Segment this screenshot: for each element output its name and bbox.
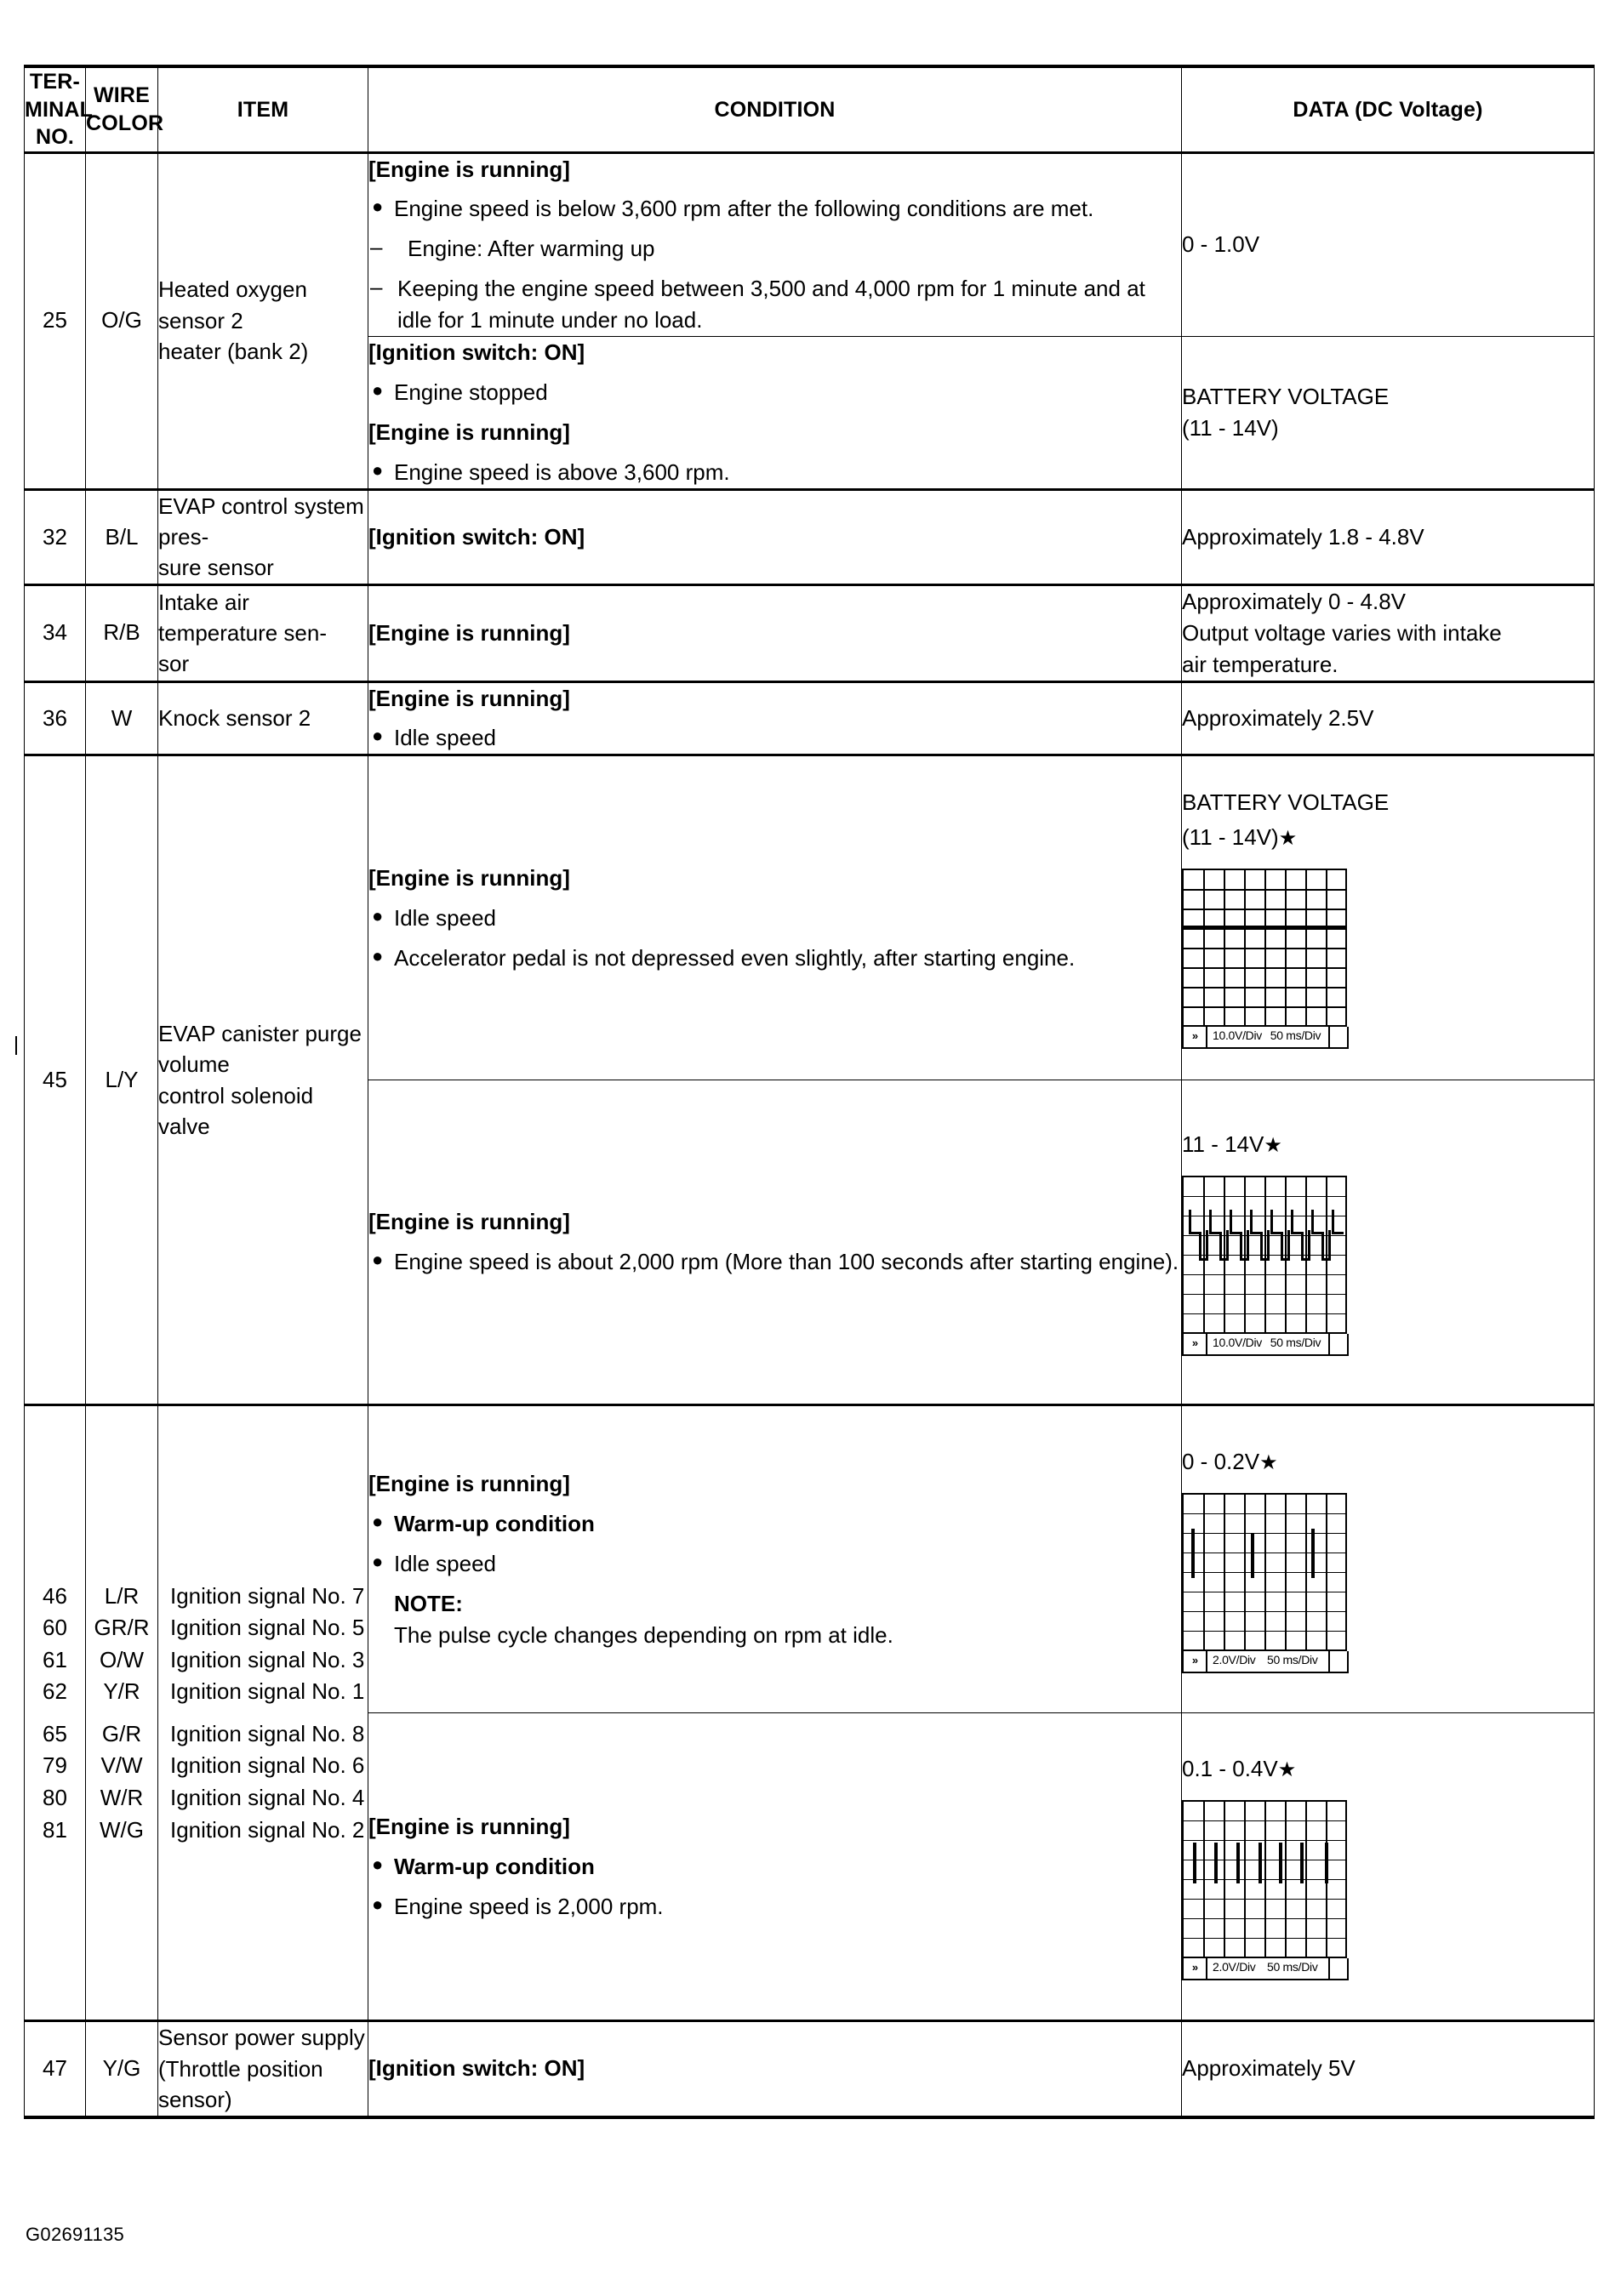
cell-condition (368, 2021, 1182, 2117)
condition-bullet-list (368, 903, 1181, 974)
header-terminal-no (25, 66, 94, 152)
cell-condition (368, 152, 1182, 337)
item-line1: Knock sensor 2 (158, 705, 311, 732)
condition-bullet-list (368, 722, 1181, 754)
condition-bullet-list-secondary (368, 457, 1181, 488)
item-line2: control solenoid valve (158, 1082, 314, 1140)
table-row (25, 489, 1595, 584)
list-item (368, 377, 1181, 408)
table-header-row (25, 66, 1595, 152)
terminal-no-item: 46 (43, 1582, 67, 1609)
scope-volts-per-div: 10.0V/Div (1213, 1028, 1262, 1043)
terminal-no-item: 81 (43, 1816, 67, 1843)
list-item-text: Warm-up condition (394, 1511, 595, 1536)
cell-condition (368, 489, 1182, 584)
data-value-line2 (1182, 822, 1594, 853)
data-value-line1 (1182, 1446, 1594, 1478)
scope-bar-tail (1328, 1027, 1347, 1047)
list-item (368, 903, 1181, 934)
cell-item (158, 489, 368, 584)
scope-settings-bar (1182, 1027, 1349, 1049)
header-item: ITEM (158, 66, 368, 152)
terminal-no-item: 79 (43, 1752, 67, 1779)
list-item-text: Accelerator pedal is not depressed even slightly, after starting engine. (394, 944, 1076, 971)
item-line1: Heated oxygen sensor 2 (158, 276, 307, 333)
page-margin-tick (15, 1036, 17, 1055)
item-stack (158, 1581, 368, 1847)
table-row (25, 681, 1595, 755)
data-value-line1: BATTERY VOLTAGE (1182, 789, 1390, 816)
condition-header-secondary: [Engine is running] (368, 419, 570, 445)
cell-terminal-no-list (25, 1405, 86, 2021)
condition-header: [Engine is running] (368, 156, 570, 182)
condition-header: [Ignition switch: ON] (368, 523, 585, 550)
data-value-line1-text: 0.1 - 0.4V (1182, 1755, 1278, 1781)
fast-forward-icon: » (1184, 1651, 1207, 1672)
list-item (368, 722, 1181, 754)
terminal-data-table (24, 65, 1595, 2119)
terminal-no-item: 62 (43, 1678, 67, 1705)
cell-wire-color-list (86, 1405, 158, 2021)
condition-bullet-list (368, 1508, 1181, 1580)
table-row (25, 584, 1595, 681)
cell-wire-color: B/L (86, 489, 158, 584)
list-item (368, 193, 1181, 225)
cell-terminal-no: 36 (25, 681, 86, 755)
scope-time-per-div: 50 ms/Div (1266, 1652, 1318, 1666)
condition-header: [Ignition switch: ON] (368, 2055, 585, 2082)
header-data: DATA (DC Voltage) (1182, 66, 1595, 152)
condition-header: [Ignition switch: ON] (368, 339, 585, 366)
item-line1: EVAP control system pres- (158, 493, 364, 550)
data-value-line1: Approximately 0 - 4.8V (1182, 588, 1407, 614)
item-list-entry: Ignition signal No. 7 (170, 1582, 365, 1609)
bullet-dot-icon: ● (372, 1853, 384, 1875)
oscilloscope-waveform-evap-idle (1182, 869, 1349, 1049)
cell-terminal-no: 32 (25, 489, 86, 584)
cell-wire-color: O/G (86, 152, 158, 489)
oscilloscope-waveform-evap-2000rpm (1182, 1176, 1349, 1356)
table-row (25, 2021, 1595, 2117)
wire-color-item: V/W (100, 1752, 143, 1779)
note-label: NOTE: (394, 1590, 463, 1616)
data-value-line2-text: (11 - 14V) (1182, 824, 1279, 851)
oscilloscope-waveform-ignition-idle (1182, 1493, 1349, 1673)
cell-terminal-no: 47 (25, 2021, 86, 2117)
cell-terminal-no: 25 (25, 152, 86, 489)
scope-settings-bar (1182, 1958, 1349, 1980)
cell-condition (368, 584, 1182, 681)
list-item (368, 457, 1181, 488)
cell-data (1182, 584, 1595, 681)
scope-time-per-div: 50 ms/Div (1266, 1959, 1318, 1974)
scope-bar-tail (1328, 1958, 1347, 1979)
list-item (368, 1508, 1181, 1540)
data-value-line1-text: 0 - 0.2V (1182, 1448, 1260, 1474)
item-list-entry: Ignition signal No. 5 (170, 1615, 365, 1641)
bullet-dot-icon: ● (372, 725, 384, 747)
wire-color-stack (86, 1581, 157, 1847)
data-value-line1 (1182, 1753, 1594, 1785)
cell-data (1182, 152, 1595, 337)
header-terminal-no-line2: MINAL (25, 97, 94, 122)
cell-condition (368, 681, 1182, 755)
wire-color-item: GR/R (94, 1615, 150, 1641)
data-value-line3: air temperature. (1182, 651, 1338, 677)
cell-item (158, 681, 368, 755)
terminal-no-item: 61 (43, 1646, 67, 1672)
item-list-entry: Ignition signal No. 2 (170, 1816, 365, 1843)
cell-condition (368, 1713, 1182, 2021)
star-icon: ★ (1259, 1450, 1278, 1474)
fast-forward-icon: » (1184, 1958, 1207, 1979)
scope-bar-tail (1328, 1651, 1347, 1672)
bullet-dot-icon: ● (372, 904, 384, 926)
wire-color-item: W/R (100, 1784, 144, 1810)
cell-wire-color: L/Y (86, 755, 158, 1405)
list-item-text: Engine: After warming up (408, 236, 655, 262)
cell-data (1182, 755, 1595, 1080)
item-line1: EVAP canister purge volume (158, 1021, 362, 1078)
cell-item-list (158, 1405, 368, 2021)
header-condition: CONDITION (368, 66, 1182, 152)
scope-grid (1182, 1493, 1347, 1651)
fast-forward-icon: » (1184, 1027, 1207, 1047)
bullet-dot-icon: ● (372, 459, 384, 481)
table-row (25, 152, 1595, 337)
list-item-text: Idle speed (394, 1550, 496, 1576)
star-icon: ★ (1278, 827, 1298, 851)
cell-item (158, 584, 368, 681)
item-list-entry: Ignition signal No. 3 (170, 1646, 365, 1672)
header-terminal-no-line3: NO. (35, 125, 75, 149)
item-line1: Intake air temperature sen- (158, 589, 327, 646)
item-list-entry: Ignition signal No. 4 (170, 1784, 365, 1810)
scope-time-per-div: 50 ms/Div (1270, 1028, 1321, 1043)
item-line2: sor (158, 651, 190, 677)
terminal-no-item: 80 (43, 1784, 67, 1810)
cell-data (1182, 337, 1595, 490)
header-wire-color-line2: COLOR (86, 111, 164, 135)
list-item-text: Keeping the engine speed between 3,500 and 4,000 rpm for 1 minute and at idle for 1 minute under no load. (397, 276, 1145, 333)
header-wire-color-line1: WIRE (93, 83, 151, 108)
cell-data: Approximately 5V (1182, 2021, 1595, 2117)
wire-color-item: G/R (101, 1720, 142, 1746)
scope-grid (1182, 869, 1347, 1027)
item-line2: sure sensor (158, 555, 274, 581)
note-text: The pulse cycle changes depending on rpm at idle. (394, 1621, 893, 1648)
cell-wire-color: Y/G (86, 2021, 158, 2117)
bullet-dot-icon: ● (372, 1249, 384, 1271)
cell-item (158, 152, 368, 489)
terminal-no-item: 65 (43, 1720, 67, 1746)
condition-bullet-list (368, 377, 1181, 408)
cell-item (158, 2021, 368, 2117)
header-terminal-no-line1: TER- (29, 70, 81, 94)
waveform-trace (1184, 926, 1345, 929)
wire-color-item: O/W (100, 1646, 144, 1672)
oscilloscope-waveform-ignition-2000rpm (1182, 1800, 1349, 1980)
cell-data: Approximately 1.8 - 4.8V (1182, 489, 1595, 584)
list-item (368, 1851, 1181, 1883)
data-value: 0 - 1.0V (1182, 231, 1260, 258)
star-icon: ★ (1264, 1133, 1282, 1157)
scope-volts-per-div: 10.0V/Div (1213, 1335, 1262, 1349)
condition-header: [Engine is running] (368, 685, 570, 711)
bullet-dot-icon: ● (372, 1511, 384, 1532)
cell-condition (368, 1405, 1182, 1713)
bullet-dot-icon: ● (372, 944, 384, 966)
scope-time-per-div: 50 ms/Div (1270, 1335, 1321, 1349)
item-list-entry: Ignition signal No. 1 (170, 1678, 365, 1705)
list-item (368, 1246, 1181, 1278)
fast-forward-icon: » (1184, 1334, 1207, 1354)
condition-header: [Engine is running] (368, 865, 570, 891)
list-item-text: Engine speed is about 2,000 rpm (More than 100 seconds after starting engine). (394, 1249, 1179, 1275)
data-value-line1-text: 11 - 14V (1182, 1131, 1264, 1157)
cell-data (1182, 1713, 1595, 2021)
data-value-line2: Output voltage varies with intake (1182, 619, 1502, 646)
condition-bullet-list (368, 1851, 1181, 1923)
table-row (25, 755, 1595, 1080)
list-item-text: Engine stopped (394, 379, 548, 405)
scope-grid (1182, 1176, 1347, 1334)
item-line1: Sensor power supply (158, 2025, 365, 2051)
cell-condition (368, 1080, 1182, 1405)
list-item-text: Engine speed is above 3,600 rpm. (394, 459, 730, 485)
list-item (368, 1891, 1181, 1923)
condition-header: [Engine is running] (368, 1209, 570, 1235)
cell-wire-color: W (86, 681, 158, 755)
list-item-text: Engine speed is 2,000 rpm. (394, 1893, 664, 1919)
bullet-dot-icon: ● (372, 1893, 384, 1915)
list-item-text: Idle speed (394, 725, 496, 751)
data-value-line2: (11 - 14V) (1182, 414, 1279, 441)
star-icon: ★ (1277, 1758, 1297, 1781)
scope-grid (1182, 1800, 1347, 1958)
scope-bar-tail (1328, 1334, 1347, 1354)
wire-color-item: Y/R (103, 1678, 140, 1705)
cell-wire-color: R/B (86, 584, 158, 681)
condition-header: [Engine is running] (368, 619, 570, 646)
data-value-line1 (1182, 1129, 1594, 1160)
cell-terminal-no: 34 (25, 584, 86, 681)
condition-bullet-list (368, 1246, 1181, 1278)
cell-data (1182, 1405, 1595, 1713)
condition-header: [Engine is running] (368, 1471, 570, 1497)
scope-volts-per-div: 2.0V/Div (1213, 1652, 1256, 1666)
list-item-text: Warm-up condition (394, 1853, 595, 1879)
list-item-text: Engine speed is below 3,600 rpm after the following conditions are met. (394, 196, 1094, 222)
scope-settings-bar (1182, 1651, 1349, 1673)
data-value-line1: BATTERY VOLTAGE (1182, 383, 1390, 409)
cell-terminal-no: 45 (25, 755, 86, 1405)
condition-bullet-list (368, 193, 1181, 225)
cell-data (1182, 1080, 1595, 1405)
list-item (368, 943, 1181, 974)
bullet-dot-icon: ● (372, 379, 384, 401)
scope-settings-bar (1182, 1334, 1349, 1356)
condition-header: [Engine is running] (368, 1814, 570, 1839)
scope-volts-per-div: 2.0V/Div (1213, 1959, 1256, 1974)
cell-condition (368, 337, 1182, 490)
list-item (368, 233, 1181, 265)
bullet-dot-icon: ● (372, 196, 384, 218)
header-wire-color (86, 66, 164, 152)
condition-dash-list (368, 233, 1181, 336)
list-item-text: Idle speed (394, 904, 496, 931)
dash-icon: – (370, 274, 383, 300)
table-row (25, 1405, 1595, 1713)
figure-reference-code: G02691135 (26, 2224, 125, 2245)
cell-data: Approximately 2.5V (1182, 681, 1595, 755)
cell-item (158, 755, 368, 1405)
bullet-dot-icon: ● (372, 1550, 384, 1572)
terminal-no-stack (25, 1581, 85, 1847)
item-list-entry: Ignition signal No. 6 (170, 1752, 365, 1779)
dash-icon: – (370, 234, 383, 260)
terminal-no-item: 60 (43, 1615, 67, 1641)
list-item (368, 1548, 1181, 1580)
item-line2: (Throttle position sensor) (158, 2055, 323, 2113)
item-line2: heater (bank 2) (158, 339, 309, 365)
item-list-entry: Ignition signal No. 8 (170, 1720, 365, 1746)
wire-color-item: W/G (100, 1816, 144, 1843)
list-item (368, 273, 1181, 336)
cell-condition (368, 755, 1182, 1080)
wire-color-item: L/R (104, 1582, 140, 1609)
